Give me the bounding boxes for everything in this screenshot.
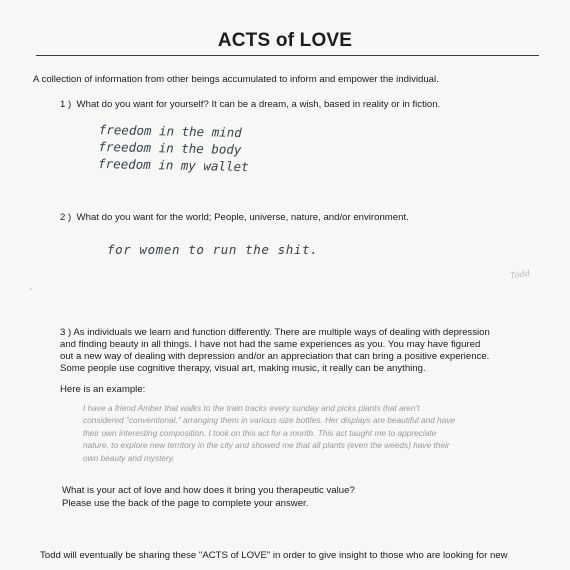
example-line: their own interesting composition. I took on this act for a month. This act taught me to appreciate	[83, 427, 437, 438]
answer-1-line: freedom in the mind	[98, 121, 242, 140]
question-2-handwritten-answer: for women to run the shit.	[107, 242, 319, 257]
question-2-number: 2 )	[60, 212, 72, 223]
question-2-text: What do you want for the world; People, universe, nature, and/or environment.	[76, 212, 409, 223]
question-1	[60, 99, 440, 111]
example-label: Here is an example:	[60, 384, 146, 395]
question-3	[60, 327, 490, 375]
question-2	[60, 212, 409, 224]
page-title: ACTS of LOVE	[217, 30, 353, 51]
act-question-line: Please use the back of the page to complete your answer.	[62, 497, 309, 509]
margin-mark	[30, 288, 32, 290]
question-3-line: out a new way of dealing with depression and/or an appreciation that can bring a positive experience.	[60, 351, 490, 362]
question-1-text: What do you want for yourself? It can be a dream, a wish, based in reality or in fiction.	[76, 99, 441, 110]
intro-text: A collection of information from other beings accumulated to inform and empower the individual.	[33, 74, 439, 85]
example-line: considered "conventional," arranging them in various size bottles. Her displays are beautiful and have	[83, 415, 456, 426]
title-divider	[36, 55, 539, 56]
act-question-line: What is your act of love and how does it bring you therapeutic value?	[62, 485, 355, 496]
example-line: nature, to explore new territory in the city and showed me that all plants (even the weeds) have their	[83, 440, 450, 451]
example-line: own beauty and mystery.	[83, 452, 175, 463]
act-of-love-question	[62, 485, 355, 510]
faint-signature: Todd	[509, 268, 531, 281]
answer-1-line: freedom in the body	[98, 138, 242, 157]
example-paragraph	[83, 402, 478, 464]
question-1-handwritten-answer	[98, 121, 250, 175]
question-3-line: 3 ) As individuals we learn and function differently. There are multiple ways of dealing with depression	[60, 327, 490, 338]
question-3-line: and finding beauty in all things. I have not had the same experiences as you. You may have figured	[60, 339, 481, 350]
question-3-line: Some people use cognitive therapy, visual art, making music, it really can be anything.	[60, 363, 426, 374]
answer-1-line: freedom in my wallet	[97, 155, 249, 175]
footer-note: Todd will eventually be sharing these "ACTS of LOVE" in order to give insight to those who are looking for new	[40, 550, 508, 561]
question-1-number: 1 )	[60, 99, 72, 110]
example-line: I have a friend Amber that walks to the train tracks every sunday and picks plants that aren't	[83, 403, 420, 413]
